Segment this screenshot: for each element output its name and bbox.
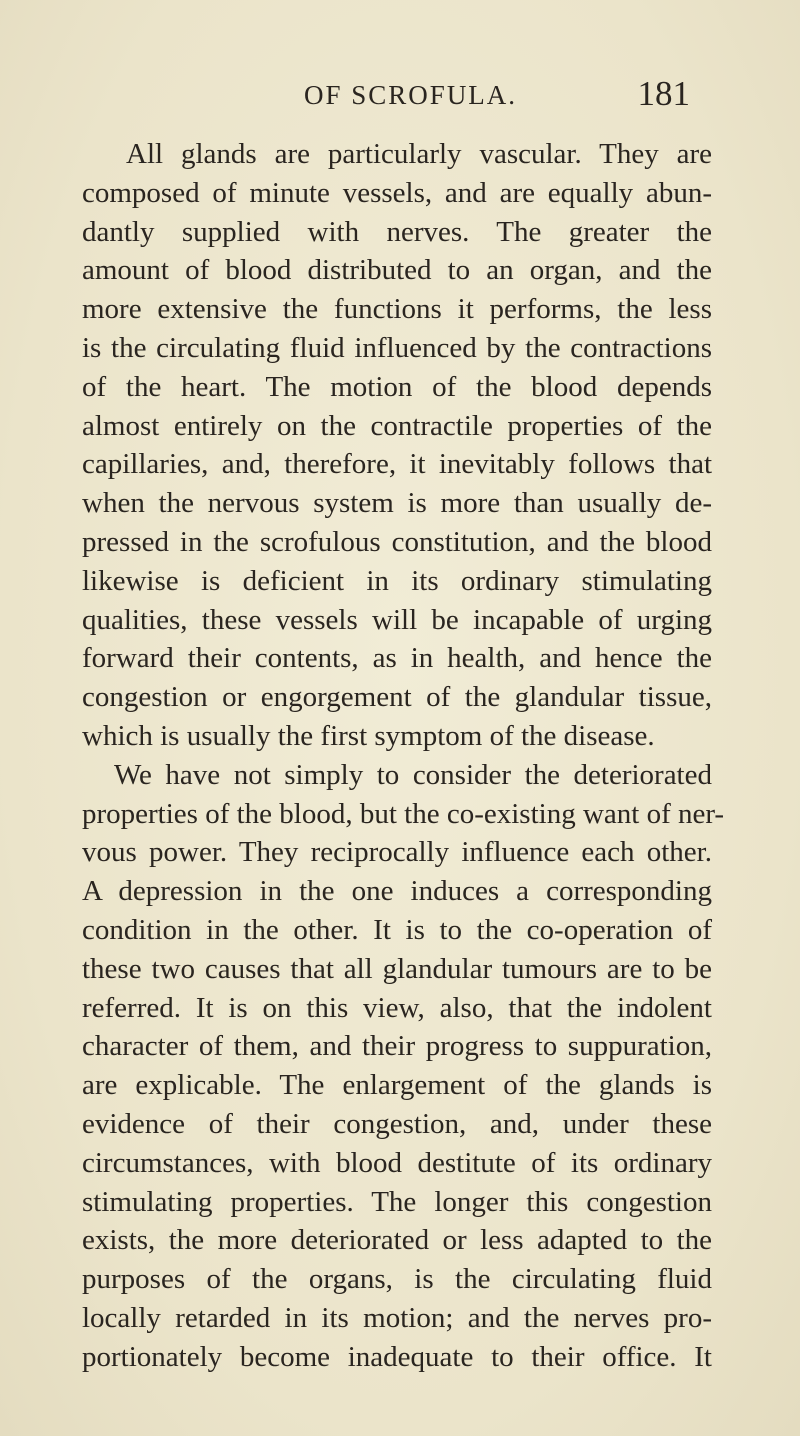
text-line: condition in the other. It is to the co-operation of <box>82 913 712 946</box>
text-line: properties of the blood, but the co-existing want of ner- <box>82 797 725 830</box>
text-line: likewise is deficient in its ordinary stimulating <box>82 564 712 597</box>
text-line: more extensive the functions it performs, the less <box>82 293 712 326</box>
text-line: is the circulating fluid influenced by the contractions <box>82 331 712 364</box>
text-line: forward their contents, as in health, and hence the <box>82 642 712 675</box>
text-line: dantly supplied with nerves. The greater the <box>82 215 712 248</box>
running-head: OF SCROFULA. <box>304 80 518 110</box>
text-line: these two causes that all glandular tumours are to be <box>82 952 712 985</box>
text-line: pressed in the scrofulous constitution, and the blood <box>82 525 712 558</box>
text-line: exists, the more deteriorated or less adapted to the <box>82 1224 712 1257</box>
text-line: composed of minute vessels, and are equally abun- <box>82 176 712 209</box>
page-header <box>0 70 800 120</box>
text-line: portionately become inadequate to their office. It <box>82 1340 712 1373</box>
text-line: referred. It is on this view, also, that the indolent <box>82 991 712 1024</box>
text-line: vous power. They reciprocally influence each other. <box>82 836 712 869</box>
text-line: of the heart. The motion of the blood depends <box>82 370 712 403</box>
body-text <box>82 135 725 1377</box>
text-line: almost entirely on the contractile properties of the <box>82 409 712 442</box>
text-line: All glands are particularly vascular. They are <box>126 138 712 170</box>
text-line: amount of blood distributed to an organ, and the <box>82 254 712 287</box>
text-line: A depression in the one induces a corresponding <box>82 875 712 908</box>
text-line: congestion or engorgement of the glandular tissue, <box>82 681 712 714</box>
text-line: qualities, these vessels will be incapable of urging <box>82 603 712 636</box>
page-number: 181 <box>637 74 690 113</box>
text-line: when the nervous system is more than usually de- <box>82 487 712 520</box>
text-line: We have not simply to consider the deteriorated <box>114 758 712 791</box>
text-line: capillaries, and, therefore, it inevitably follows that <box>82 448 712 481</box>
text-line: purposes of the organs, is the circulating fluid <box>82 1263 712 1296</box>
text-line: circumstances, with blood destitute of its ordinary <box>82 1146 712 1179</box>
text-line: are explicable. The enlargement of the glands is <box>82 1069 712 1102</box>
text-line: locally retarded in its motion; and the nerves pro- <box>82 1301 712 1334</box>
text-line: stimulating properties. The longer this congestion <box>82 1185 712 1218</box>
text-line: which is usually the first symptom of the disease. <box>82 719 655 752</box>
text-line: evidence of their congestion, and, under these <box>82 1107 712 1140</box>
text-line: character of them, and their progress to suppuration, <box>82 1030 712 1063</box>
